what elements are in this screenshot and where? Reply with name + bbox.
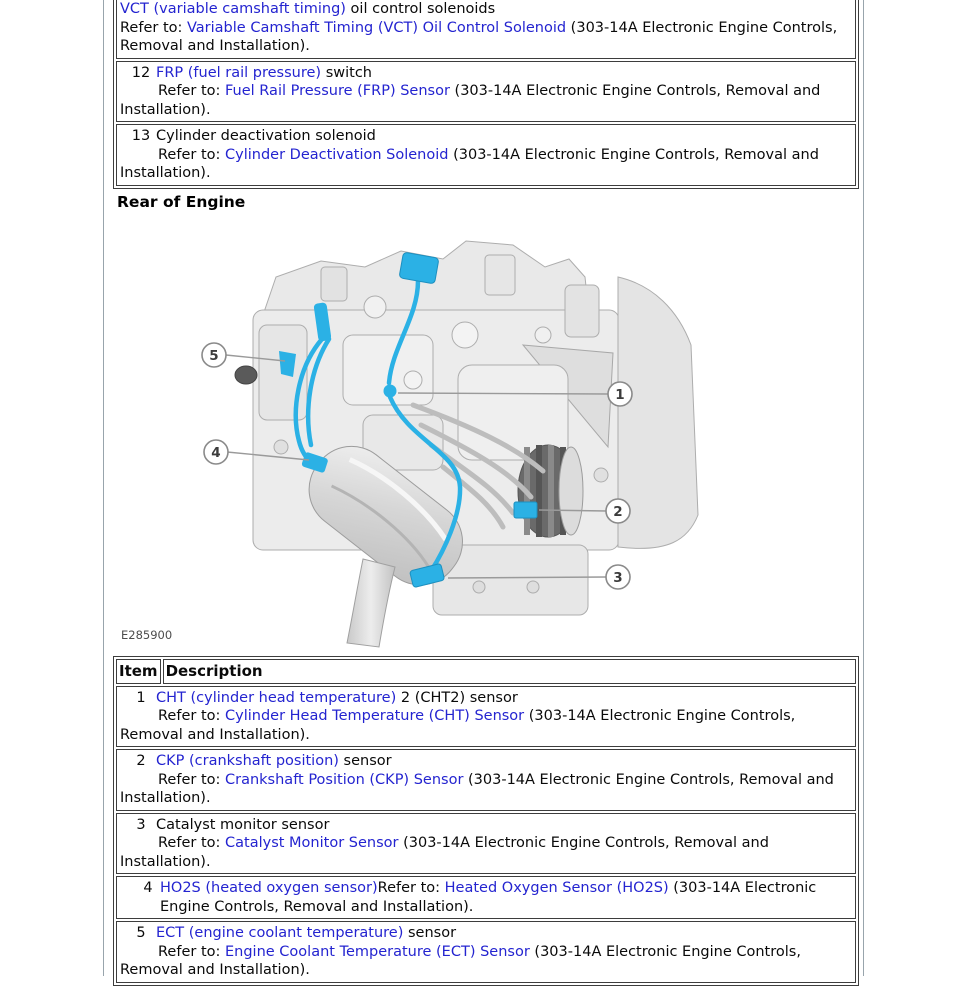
item-number: 4 bbox=[143, 880, 153, 896]
refer-label: Refer to: bbox=[158, 146, 225, 163]
table-row bbox=[116, 0, 856, 59]
engine-figure bbox=[113, 215, 859, 655]
item-number: 13 bbox=[131, 128, 151, 144]
row-title bbox=[120, 924, 852, 943]
row-title bbox=[120, 879, 852, 916]
callout-2 bbox=[606, 499, 630, 523]
refer-text: (303-14A Electronic Engine Controls, Removal and Installation). bbox=[120, 835, 769, 870]
row-refer bbox=[120, 82, 852, 119]
row-title bbox=[120, 64, 852, 83]
link-cylinder-head-temperature-sensor[interactable]: Cylinder Head Temperature (CHT) Sensor bbox=[225, 708, 525, 724]
link-cylinder-deactivation-solenoid[interactable]: Cylinder Deactivation Solenoid bbox=[225, 146, 449, 163]
refer-label: Refer to: bbox=[158, 83, 225, 99]
row-title bbox=[120, 816, 852, 835]
row-refer bbox=[120, 771, 852, 808]
row-text: sensor bbox=[338, 753, 392, 769]
link-frp-fuel-rail-pressure[interactable]: FRP (fuel rail pressure) bbox=[156, 64, 322, 81]
refer-label: Refer to: bbox=[158, 708, 225, 724]
link-engine-coolant-temperature-sensor[interactable]: Engine Coolant Temperature (ECT) Sensor bbox=[225, 943, 530, 960]
engine-knob bbox=[235, 366, 257, 384]
link-variable-camshaft-timing-oil-control-solenoid[interactable]: Variable Camshaft Timing (VCT) Oil Control Solenoid bbox=[187, 19, 567, 36]
row-refer bbox=[120, 19, 852, 56]
link-vct-oil-control-solenoids[interactable]: VCT (variable camshaft timing) bbox=[120, 1, 346, 17]
refer-label: Refer to: bbox=[158, 771, 225, 788]
header-description: Description bbox=[163, 659, 856, 684]
table-header-row bbox=[116, 659, 856, 684]
table-row bbox=[116, 921, 856, 983]
link-ckp-crankshaft-position[interactable]: CKP (crankshaft position) bbox=[156, 753, 339, 769]
refer-text: (303-14A Electronic Engine Controls, Removal and Installation). bbox=[160, 880, 817, 915]
refer-label: Refer to: bbox=[377, 880, 445, 896]
link-heated-oxygen-sensor[interactable]: Heated Oxygen Sensor (HO2S) bbox=[444, 880, 669, 896]
svg-text:4: 4 bbox=[211, 445, 221, 461]
callout-1 bbox=[608, 382, 632, 406]
item-number: 5 bbox=[136, 925, 146, 941]
row-refer bbox=[120, 834, 852, 871]
refer-label: Refer to: bbox=[120, 19, 187, 36]
sensor-1-highlight bbox=[384, 385, 397, 398]
callout-3 bbox=[606, 565, 630, 589]
svg-text:2: 2 bbox=[613, 504, 623, 520]
refer-text: (303-14A Electronic Engine Controls, Removal and Installation). bbox=[120, 146, 819, 181]
bottom-table bbox=[113, 656, 859, 986]
table-row bbox=[116, 61, 856, 123]
link-ect-engine-coolant-temperature[interactable]: ECT (engine coolant temperature) bbox=[156, 925, 404, 941]
figure-id-label: E285900 bbox=[121, 628, 173, 642]
row-text: 2 (CHT2) sensor bbox=[396, 689, 518, 706]
refer-text: (303-14A Electronic Engine Controls, Removal and Installation). bbox=[120, 771, 834, 806]
table-row bbox=[116, 124, 856, 186]
row-refer bbox=[120, 146, 852, 183]
top-connector-highlight bbox=[399, 252, 439, 284]
link-ho2s-heated-oxygen-sensor[interactable]: HO2S (heated oxygen sensor) bbox=[160, 880, 378, 896]
row-title bbox=[120, 127, 852, 146]
refer-label: Refer to: bbox=[158, 835, 225, 851]
svg-text:5: 5 bbox=[209, 348, 219, 364]
callout-5 bbox=[202, 343, 226, 367]
item-number: 2 bbox=[136, 753, 146, 769]
refer-text: (303-14A Electronic Engine Controls, Removal and Installation). bbox=[120, 943, 801, 978]
row-refer bbox=[120, 943, 852, 980]
bracket-5-highlight bbox=[279, 351, 296, 377]
top-table bbox=[113, 0, 859, 189]
table-row bbox=[116, 876, 856, 919]
callout-4 bbox=[204, 440, 228, 464]
row-text: Cylinder deactivation solenoid bbox=[156, 128, 376, 144]
svg-text:1: 1 bbox=[615, 387, 625, 403]
item-number: 1 bbox=[136, 689, 146, 706]
row-refer bbox=[120, 707, 852, 744]
row-title bbox=[120, 689, 852, 708]
page-border-right bbox=[863, 0, 864, 976]
table-row bbox=[116, 686, 856, 748]
page-border-left bbox=[103, 0, 104, 976]
link-crankshaft-position-sensor[interactable]: Crankshaft Position (CKP) Sensor bbox=[225, 771, 464, 788]
refer-text: (303-14A Electronic Engine Controls, Removal and Installation). bbox=[120, 83, 821, 118]
link-catalyst-monitor-sensor[interactable]: Catalyst Monitor Sensor bbox=[225, 835, 399, 851]
svg-text:3: 3 bbox=[613, 570, 623, 586]
table-row bbox=[116, 813, 856, 875]
section-heading: Rear of Engine bbox=[117, 193, 246, 211]
row-text: sensor bbox=[403, 925, 457, 941]
link-cht-cylinder-head-temperature[interactable]: CHT (cylinder head temperature) bbox=[156, 689, 397, 706]
header-item: Item bbox=[116, 659, 161, 684]
row-text: oil control solenoids bbox=[345, 1, 496, 17]
refer-label: Refer to: bbox=[158, 943, 225, 960]
row-title bbox=[120, 752, 852, 771]
row-title bbox=[120, 0, 852, 19]
table-row bbox=[116, 749, 856, 811]
row-text: Catalyst monitor sensor bbox=[156, 816, 330, 833]
refer-text: (303-14A Electronic Engine Controls, Removal and Installation). bbox=[120, 708, 796, 743]
link-fuel-rail-pressure-sensor[interactable]: Fuel Rail Pressure (FRP) Sensor bbox=[225, 83, 450, 99]
sensor-2-highlight bbox=[514, 502, 537, 518]
item-number: 3 bbox=[136, 816, 146, 833]
row-text: switch bbox=[321, 64, 372, 81]
item-number: 12 bbox=[131, 64, 151, 81]
refer-text: (303-14A Electronic Engine Controls, Removal and Installation). bbox=[120, 19, 838, 54]
